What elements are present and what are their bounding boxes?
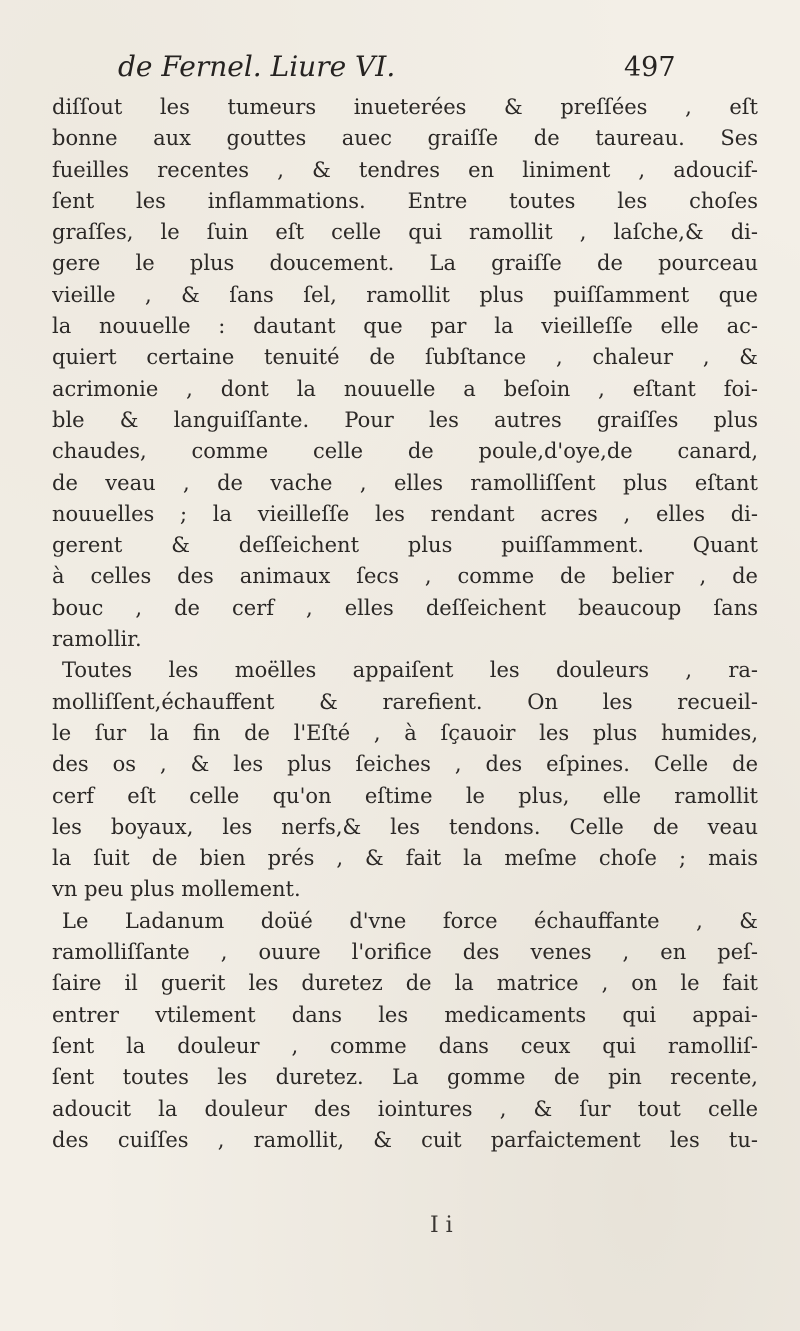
text-line: entrer vtilement dans les medicaments qui appai- [52,1002,758,1027]
text-line: vn peu plus mollement. [52,877,301,902]
text-line: Toutes les moëlles appaiſent les douleurs , ra- [62,658,758,683]
text-line: nouuelles ; la vieilleſſe les rendant acres , elles di- [52,501,758,526]
page-header [118,50,678,90]
text-line: des cuiſſes , ramollit, & cuit parfaictement les tu- [52,1127,758,1152]
text-line: graſſes, le ſuin eſt celle qui ramollit , laſche,& di- [52,220,758,245]
text-line: ble & languiſſante. Pour les autres graiſſes plus [52,407,758,432]
text-line: la nouuelle : dautant que par la vieilleſſe elle ac- [52,314,758,339]
text-line: ſent la douleur , comme dans ceux qui ramolliſ- [52,1033,758,1058]
text-line: gerent & deſſeichent plus puiſſamment. Quant [52,533,758,558]
text-line: ſent toutes les duretez. La gomme de pin recente, [52,1065,758,1090]
text-line: le ſur la fin de l'Eſté , à ſçauoir les plus humides, [52,720,758,745]
page-number: 497 [624,52,676,83]
text-line: la ſuit de bien prés , & fait la meſme choſe ; mais [52,846,758,871]
text-line: ſent les inflammations. Entre toutes les choſes [52,188,758,213]
text-line: diſſout les tumeurs inueterées & preſſées , eſt [52,95,758,119]
text-line: gere le plus doucement. La graiſſe de pourceau [52,251,758,276]
running-title: de Fernel. Liure VI. [118,50,396,83]
text-line: adoucit la douleur des iointures , & ſur tout celle [52,1096,758,1121]
text-line: des os , & les plus ſeiches , des eſpines. Celle de [52,752,758,777]
text-line: ramollir. [52,627,142,652]
text-line: cerf eſt celle qu'on eſtime le plus, elle ramollit [52,783,758,808]
text-line: de veau , de vache , elles ramolliſſent plus eſtant [52,470,758,495]
text-line: fueilles recentes , & tendres en liniment , adoucif- [52,157,758,182]
text-line: Le Ladanum doüé d'vne force échauffante , & [62,908,758,933]
text-line: les boyaux, les nerfs,& les tendons. Celle de veau [52,814,758,839]
text-line: ſaire il guerit les duretez de la matrice , on le fait [52,971,758,996]
text-line: ramolliſſante , ouure l'orifice des venes , en peſ- [52,940,758,965]
text-line: vieille , & ſans ſel, ramollit plus puiſſamment que [52,282,758,307]
text-line: chaudes, comme celle de poule,d'oye,de canard, [52,439,758,464]
text-line: quiert certaine tenuité de ſubſtance , chaleur , & [52,345,758,370]
text-line: acrimonie , dont la nouuelle a beſoin , eſtant foi- [52,376,758,401]
text-line: à celles des animaux ſecs , comme de belier , de [52,564,758,589]
body-text [52,92,758,1156]
text-line: bonne aux gouttes auec graiſſe de taureau. Ses [52,126,758,151]
text-line: molliſſent,échauffent & rarefient. On les recueil- [52,689,758,714]
signature-mark: I i [430,1213,453,1238]
text-line: bouc , de cerf , elles deſſeichent beaucoup ſans [52,595,758,620]
